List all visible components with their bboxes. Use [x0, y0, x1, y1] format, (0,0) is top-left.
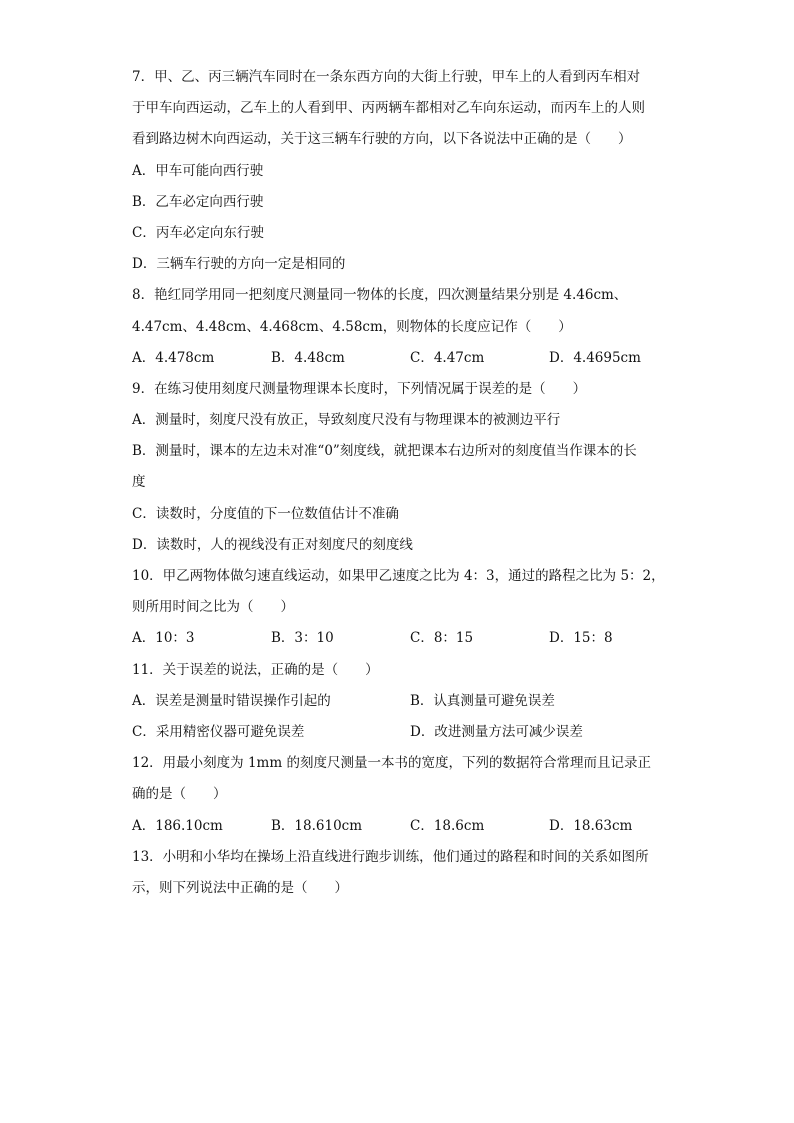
question-8-option-b: B．4.48cm	[271, 349, 345, 366]
question-8-option-a: A．4.478cm	[132, 349, 215, 366]
question-9	[132, 374, 672, 561]
question-9-option-b-continued: 度	[132, 474, 146, 491]
question-8	[132, 280, 672, 374]
question-7-stem-line-1: 7．甲、乙、丙三辆汽车同时在一条东西方向的大街上行驶，甲车上的人看到丙车相对	[132, 69, 641, 85]
question-12-option-c: C．18.6cm	[410, 817, 485, 834]
question-9-option-d: D．读数时，人的视线没有正对刻度尺的刻度线	[132, 536, 413, 553]
question-10-option-c: C．8：15	[410, 630, 474, 647]
question-8-option-d: D．4.4695cm	[549, 349, 641, 366]
question-12-stem-line-1: 12．用最小刻度为 1mm 的刻度尺测量一本书的宽度，下列的数据符合常理而且记录正	[132, 755, 651, 772]
question-12-option-d: D．18.63cm	[549, 817, 633, 834]
question-8-options	[132, 343, 672, 374]
question-10-option-a: A．10：3	[132, 630, 195, 647]
question-list	[132, 62, 672, 904]
question-8-stem-line-1: 8．艳红同学用同一把刻度尺测量同一物体的长度，四次测量结果分别是 4.46cm、	[132, 287, 628, 304]
question-10-option-d: D．15：8	[549, 630, 613, 647]
question-7	[132, 62, 672, 280]
question-11-options-row-2	[132, 717, 672, 748]
question-8-option-c: C．4.47cm	[410, 349, 485, 366]
question-9-option-a: A．测量时，刻度尺没有放正，导致刻度尺没有与物理课本的被测边平行	[132, 412, 561, 429]
question-7-stem-line-3: 看到路边树木向西运动，关于这三辆车行驶的方向，以下各说法中正确的是（ ）	[132, 131, 632, 148]
question-10	[132, 561, 672, 655]
question-7-option-c: C．丙车必定向东行驶	[132, 224, 264, 241]
question-12	[132, 748, 672, 842]
question-10-stem-line-1: 10．甲乙两物体做匀速直线运动，如果甲乙速度之比为 4：3，通过的路程之比为 5：2，	[132, 568, 665, 584]
question-11-stem-line-1: 11．关于误差的说法，正确的是（ ）	[132, 661, 379, 678]
question-12-options	[132, 811, 672, 842]
question-9-option-b: B．测量时，课本的左边未对准“0”刻度线，就把课本右边所对的刻度值当作课本的长	[132, 443, 637, 460]
question-7-option-a: A．甲车可能向西行驶	[132, 162, 264, 179]
question-13	[132, 842, 672, 904]
question-13-stem-line-2: 示，则下列说法中正确的是（ ）	[132, 879, 348, 896]
question-11-option-d: D．改进测量方法可减少误差	[410, 723, 583, 740]
question-11-option-c: C．采用精密仪器可避免误差	[132, 723, 305, 740]
question-12-option-a: A．186.10cm	[132, 817, 223, 834]
question-7-option-b: B．乙车必定向西行驶	[132, 193, 264, 210]
question-11-option-b: B．认真测量可避免误差	[410, 692, 555, 709]
question-10-stem-line-2: 则所用时间之比为（ ）	[132, 599, 294, 616]
question-12-option-b: B．18.610cm	[271, 817, 363, 834]
question-10-option-b: B．3：10	[271, 630, 334, 647]
question-9-option-c: C．读数时，分度值的下一位数值估计不准确	[132, 505, 399, 522]
question-11-option-a: A．误差是测量时错误操作引起的	[132, 692, 331, 709]
question-8-stem-line-2: 4.47cm、4.48cm、4.468cm、4.58cm，则物体的长度应记作（ ）	[132, 318, 572, 335]
question-9-stem-line-1: 9．在练习使用刻度尺测量物理课本长度时，下列情况属于误差的是（ ）	[132, 380, 587, 397]
question-13-stem-line-1: 13．小明和小华均在操场上沿直线进行跑步训练，他们通过的路程和时间的关系如图所	[132, 848, 649, 865]
question-10-options	[132, 623, 672, 654]
question-7-stem-line-2: 于甲车向西运动，乙车上的人看到甲、丙两辆车都相对乙车向东运动，而丙车上的人则	[132, 100, 645, 117]
question-11-options-row-1	[132, 686, 672, 717]
question-11	[132, 655, 672, 749]
question-12-stem-line-2: 确的是（ ）	[132, 786, 227, 803]
question-7-option-d: D．三辆车行驶的方向一定是相同的	[132, 256, 346, 273]
